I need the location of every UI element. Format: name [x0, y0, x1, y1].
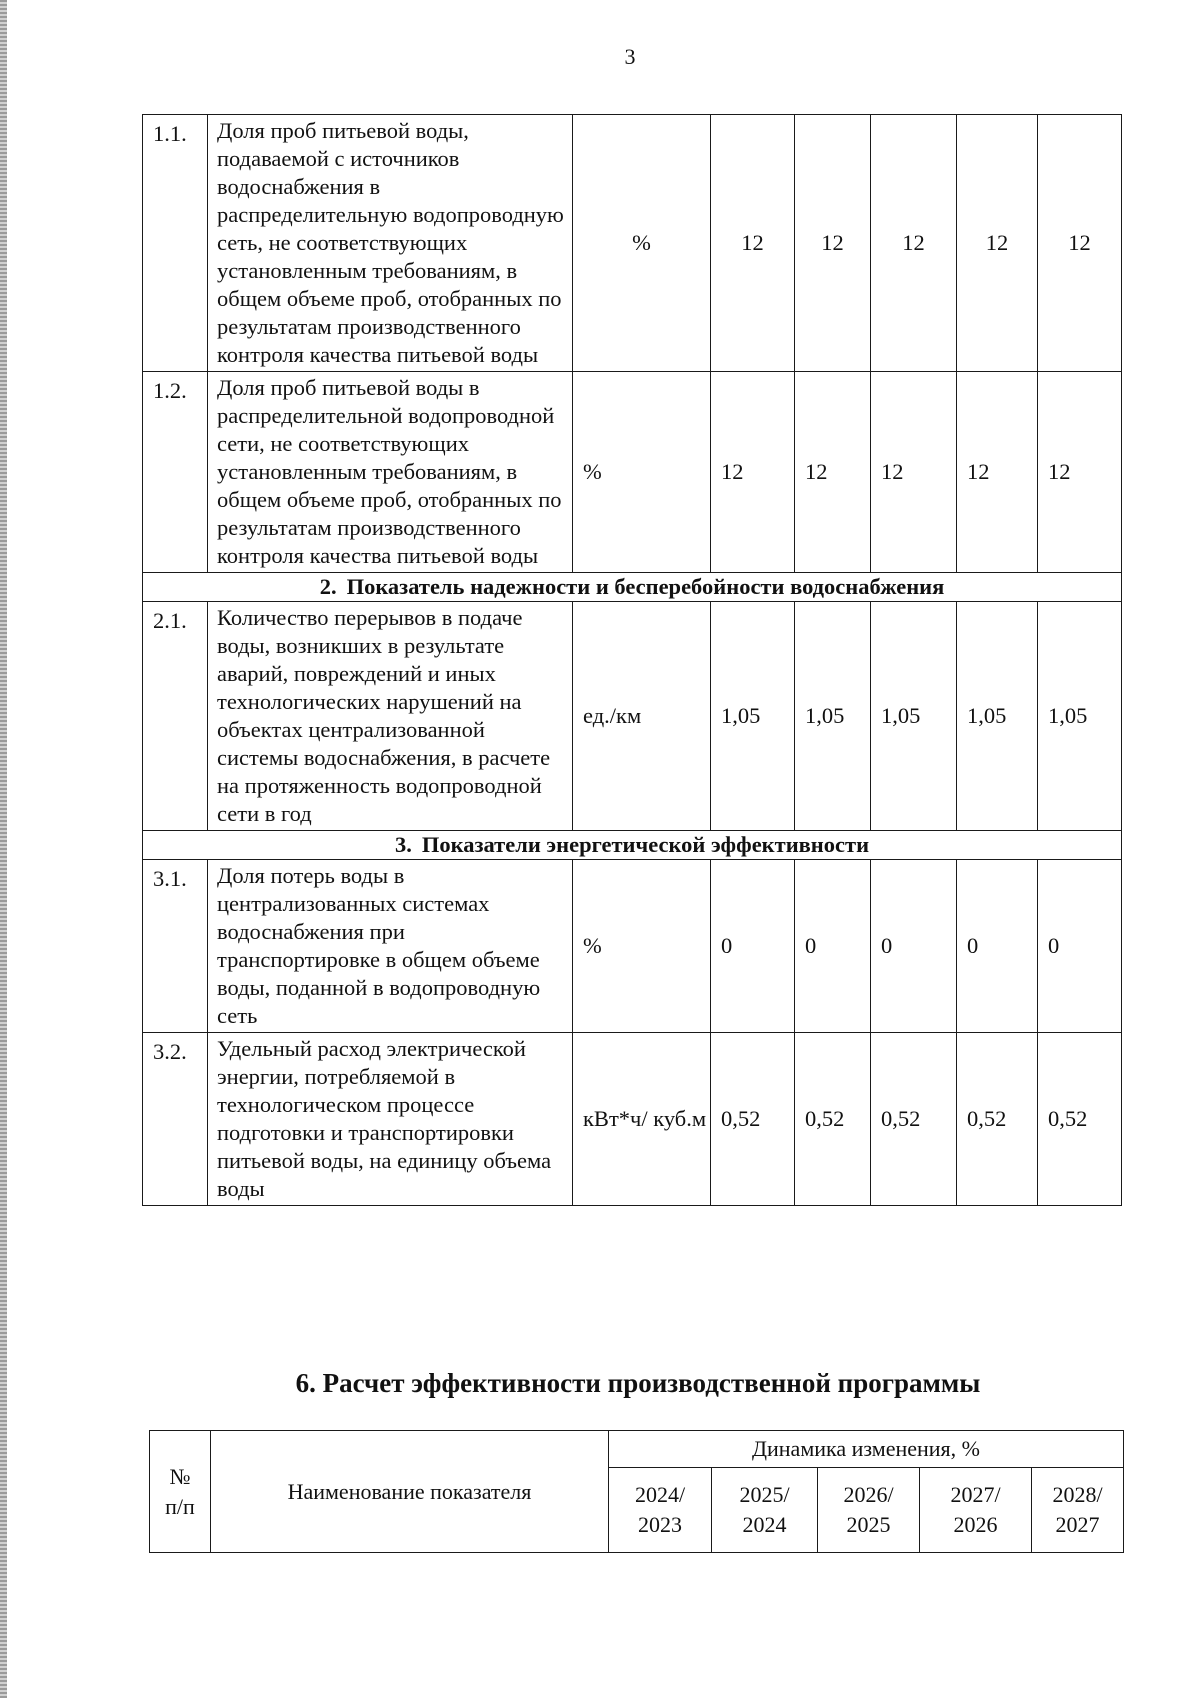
value-cell: 1,05: [795, 602, 871, 831]
section-6-heading: 6. Расчет эффективности производственной программы: [295, 1368, 981, 1398]
value-cell: 0: [957, 860, 1038, 1033]
section-header-row: [143, 831, 1122, 860]
year-bottom: 2024: [742, 1512, 787, 1537]
value-cell: 0: [711, 860, 795, 1033]
value-cell: 0: [871, 860, 957, 1033]
value-cell: 0: [795, 860, 871, 1033]
value-cell: 12: [1038, 115, 1122, 372]
year-header: [1032, 1468, 1124, 1553]
table-row: [143, 1033, 1122, 1206]
value-cell: 1,05: [957, 602, 1038, 831]
section-header: [143, 831, 1122, 860]
unit: %: [573, 372, 711, 573]
year-top: 2024/: [634, 1482, 686, 1507]
year-top: 2027/: [950, 1482, 1001, 1507]
value-cell: 12: [957, 372, 1038, 573]
table-row: [143, 860, 1122, 1033]
indicator-table: [142, 114, 1122, 1206]
value-cell: 12: [1038, 372, 1122, 573]
name-header: Наименование показателя: [211, 1431, 609, 1553]
dynamics-table: [149, 1430, 1124, 1553]
section-number: 2.: [319, 574, 337, 599]
value-cell: 1,05: [1038, 602, 1122, 831]
value-cell: 0,52: [957, 1033, 1038, 1206]
row-number: 3.1.: [143, 860, 208, 1033]
indicator-name: Доля проб питьевой воды в распределительной водопроводной сети, не соответствующих установленным требованиям, в общем объеме проб, отобранных по результатам производственного контроля качества питьевой воды: [208, 372, 573, 573]
value-cell: 12: [871, 372, 957, 573]
section-number: 3.: [394, 832, 412, 857]
unit: ед./км: [573, 602, 711, 831]
section-header: [143, 573, 1122, 602]
year-top: 2028/: [1052, 1482, 1103, 1507]
year-header: [609, 1468, 712, 1553]
table-row: [143, 115, 1122, 372]
table-row: [143, 372, 1122, 573]
indicator-name: Количество перерывов в подаче воды, возникших в результате аварий, повреждений и иных технологических нарушений на объектах централизованной системы водоснабжения, в расчете на протяженность водопроводной сети в год: [208, 602, 573, 831]
unit: %: [573, 115, 711, 372]
year-bottom: 2025: [846, 1512, 891, 1537]
year-bottom: 2023: [638, 1512, 682, 1537]
value-cell: 0,52: [1038, 1033, 1122, 1206]
value-cell: 12: [957, 115, 1038, 372]
value-cell: 12: [795, 372, 871, 573]
row-number: 3.2.: [143, 1033, 208, 1206]
value-cell: 12: [711, 115, 795, 372]
indicator-name: Удельный расход электрической энергии, потребляемой в технологическом процессе подготовки и транспортировки питьевой воды, на единицу объема воды: [208, 1033, 573, 1206]
unit: %: [573, 860, 711, 1033]
indicator-name: Доля проб питьевой воды, подаваемой с источников водоснабжения в распределительную водопроводную сеть, не соответствующих установленным требованиям, в общем объеме проб, отобранных по результатам производственного контроля качества питьевой воды: [208, 115, 573, 372]
scan-edge: [0, 0, 7, 1698]
num-header: № п/п: [150, 1431, 211, 1553]
value-cell: 12: [795, 115, 871, 372]
year-top: 2026/: [843, 1482, 894, 1507]
section-title: Показатель надежности и бесперебойности водоснабжения: [346, 574, 945, 599]
year-bottom: 2026: [953, 1512, 998, 1537]
value-cell: 1,05: [711, 602, 795, 831]
unit: кВт*ч/ куб.м: [573, 1033, 711, 1206]
value-cell: 0,52: [871, 1033, 957, 1206]
value-cell: 0: [1038, 860, 1122, 1033]
value-cell: 0,52: [711, 1033, 795, 1206]
value-cell: 0,52: [795, 1033, 871, 1206]
value-cell: 12: [871, 115, 957, 372]
row-number: 1.1.: [143, 115, 208, 372]
year-bottom: 2027: [1055, 1512, 1100, 1537]
page-number: 3: [624, 44, 636, 69]
year-header: [712, 1468, 818, 1553]
value-cell: 1,05: [871, 602, 957, 831]
year-header: [920, 1468, 1032, 1553]
indicator-name: Доля потерь воды в централизованных системах водоснабжения при транспортировке в общем объеме воды, поданной в водопроводную сеть: [208, 860, 573, 1033]
section-title: Показатели энергетической эффективности: [421, 832, 870, 857]
row-number: 1.2.: [143, 372, 208, 573]
row-number: 2.1.: [143, 602, 208, 831]
section-header-row: [143, 573, 1122, 602]
dynamics-header: Динамика изменения, %: [609, 1431, 1124, 1468]
year-top: 2025/: [739, 1482, 790, 1507]
table-row: [143, 602, 1122, 831]
value-cell: 12: [711, 372, 795, 573]
year-header: [818, 1468, 920, 1553]
